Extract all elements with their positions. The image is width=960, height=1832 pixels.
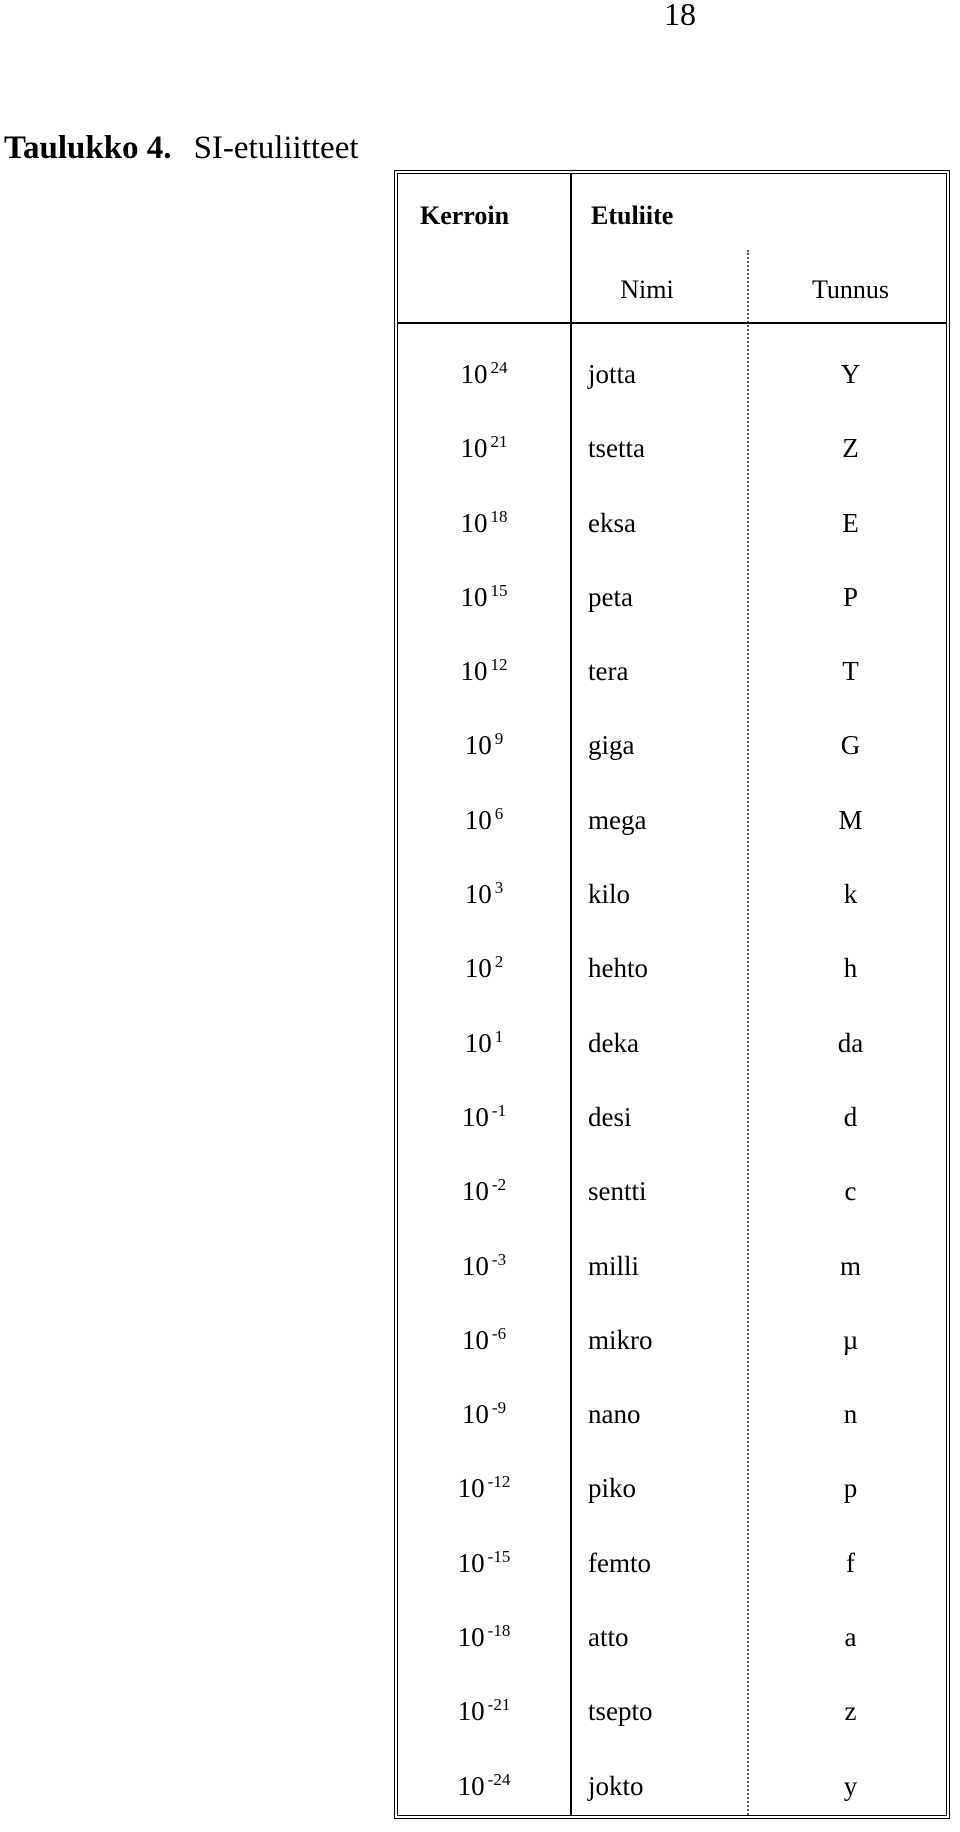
factor-cell (398, 651, 570, 695)
factor-cell (398, 1468, 570, 1512)
prefix-symbol-cell: da (837, 1027, 864, 1058)
factor-cell (398, 577, 570, 621)
factor-base: 10 (464, 804, 492, 835)
table-caption (4, 128, 359, 168)
prefix-name-cell: femto (588, 1547, 651, 1578)
factor-cell (398, 1766, 570, 1810)
prefix-symbol-cell: P (842, 581, 859, 612)
factor-base: 10 (461, 1399, 489, 1430)
table-row (398, 420, 946, 494)
prefix-symbol-cell: E (842, 507, 859, 538)
prefix-name-cell: jokto (588, 1770, 644, 1801)
table-row (398, 866, 946, 940)
factor-cell (398, 874, 570, 918)
caption-label: Taulukko 4. (4, 130, 172, 166)
factor-base: 10 (461, 1324, 489, 1355)
table-row (398, 1238, 946, 1312)
table-row (398, 1609, 946, 1683)
factor-base: 10 (461, 1250, 489, 1281)
table-row (398, 940, 946, 1014)
factor-exponent: -21 (487, 1695, 511, 1715)
prefix-symbol-cell: Y (840, 359, 861, 389)
factor-cell (398, 1246, 570, 1290)
prefix-name-cell: desi (588, 1101, 632, 1132)
prefix-symbol-cell: p (843, 1473, 858, 1504)
factor-cell (398, 354, 570, 398)
prefix-symbol-cell: µ (842, 1324, 859, 1355)
prefix-symbol-cell: Z (842, 433, 859, 464)
factor-exponent: 2 (494, 952, 504, 972)
table-row (398, 1163, 946, 1237)
page-number: 18 (664, 0, 696, 32)
table-row (398, 1015, 946, 1089)
prefix-name-cell: jotta (588, 359, 636, 389)
prefix-symbol-cell: d (843, 1101, 858, 1132)
factor-exponent: 6 (494, 803, 504, 823)
factor-exponent: 18 (490, 506, 508, 526)
table-row (398, 1683, 946, 1757)
prefix-name-cell: deka (588, 1027, 639, 1058)
table-row (398, 717, 946, 791)
si-prefix-table (394, 170, 950, 1819)
table-row (398, 346, 946, 420)
table-row (398, 1312, 946, 1386)
factor-base: 10 (464, 879, 492, 910)
prefix-symbol-cell: h (843, 953, 858, 984)
table-body (398, 346, 946, 1832)
prefix-name-cell: milli (588, 1250, 640, 1281)
header-symbol: Tunnus (811, 275, 890, 304)
header-name: Nimi (620, 275, 674, 304)
factor-exponent: -3 (491, 1249, 507, 1269)
header-prefix: Etuliite (591, 201, 674, 230)
prefix-symbol-cell: z (844, 1696, 857, 1727)
prefix-name-cell: piko (588, 1473, 637, 1504)
factor-cell (398, 1023, 570, 1067)
factor-base: 10 (460, 359, 488, 389)
table-row (398, 1386, 946, 1460)
factor-cell (398, 428, 570, 472)
factor-cell (398, 1171, 570, 1215)
table-row (398, 792, 946, 866)
factor-cell (398, 1543, 570, 1587)
prefix-symbol-cell: G (840, 730, 861, 761)
prefix-name-cell: tsepto (588, 1696, 653, 1727)
prefix-symbol-cell: a (844, 1622, 857, 1653)
factor-base: 10 (461, 1101, 489, 1132)
prefix-name-cell: sentti (588, 1176, 647, 1207)
factor-exponent: 1 (494, 1026, 504, 1046)
factor-cell (398, 1394, 570, 1438)
prefix-symbol-cell: T (842, 656, 859, 687)
factor-cell (398, 1097, 570, 1141)
factor-exponent: 15 (490, 580, 508, 600)
factor-cell (398, 1320, 570, 1364)
prefix-name-cell: kilo (588, 879, 631, 910)
table-row (398, 569, 946, 643)
factor-base: 10 (457, 1473, 485, 1504)
prefix-symbol-cell: f (846, 1547, 855, 1578)
prefix-name-cell: mikro (588, 1324, 653, 1355)
factor-exponent: -15 (487, 1546, 511, 1566)
table-row (398, 1089, 946, 1163)
prefix-name-cell: tera (588, 656, 629, 687)
prefix-symbol-cell: n (843, 1399, 858, 1430)
prefix-name-cell: peta (588, 581, 633, 612)
table-row (398, 1758, 946, 1832)
prefix-name-cell: mega (588, 804, 647, 835)
factor-base: 10 (460, 433, 488, 464)
factor-base: 10 (460, 507, 488, 538)
prefix-symbol-cell: k (843, 879, 858, 910)
prefix-name-cell: hehto (588, 953, 648, 984)
prefix-name-cell: eksa (588, 507, 636, 538)
factor-exponent: 12 (490, 655, 508, 675)
factor-cell (398, 948, 570, 992)
table-row (398, 643, 946, 717)
prefix-symbol-cell: y (843, 1770, 858, 1801)
factor-exponent: -12 (487, 1472, 511, 1492)
prefix-symbol-cell: M (838, 804, 863, 835)
factor-base: 10 (460, 581, 488, 612)
factor-exponent: -9 (491, 1398, 507, 1418)
factor-exponent: 9 (494, 729, 504, 749)
header-separator (398, 322, 946, 324)
factor-exponent: 21 (490, 432, 508, 452)
factor-exponent: -2 (491, 1175, 507, 1195)
prefix-symbol-cell: m (839, 1250, 861, 1281)
factor-base: 10 (464, 953, 492, 984)
factor-base: 10 (457, 1547, 485, 1578)
header-factor: Kerroin (420, 201, 510, 230)
prefix-symbol-cell: c (844, 1176, 857, 1207)
factor-cell (398, 1691, 570, 1735)
table-row (398, 1535, 946, 1609)
factor-exponent: 3 (494, 878, 504, 898)
factor-cell (398, 800, 570, 844)
prefix-name-cell: atto (588, 1622, 629, 1653)
factor-cell (398, 725, 570, 769)
factor-base: 10 (461, 1176, 489, 1207)
factor-base: 10 (464, 1027, 492, 1058)
table-row (398, 495, 946, 569)
factor-base: 10 (457, 1622, 485, 1653)
prefix-name-cell: giga (588, 730, 635, 761)
factor-base: 10 (457, 1696, 485, 1727)
factor-exponent: -1 (491, 1100, 507, 1120)
factor-cell (398, 503, 570, 547)
prefix-name-cell: tsetta (588, 433, 645, 464)
factor-cell (398, 1617, 570, 1661)
factor-exponent: -18 (487, 1621, 511, 1641)
factor-base: 10 (457, 1770, 485, 1801)
factor-base: 10 (464, 730, 492, 761)
factor-base: 10 (460, 656, 488, 687)
factor-exponent: -6 (491, 1323, 507, 1343)
caption-text: SI-etuliitteet (193, 130, 359, 166)
factor-exponent: 24 (490, 358, 508, 377)
prefix-name-cell: nano (588, 1399, 641, 1430)
table-row (398, 1460, 946, 1534)
factor-exponent: -24 (487, 1769, 511, 1789)
